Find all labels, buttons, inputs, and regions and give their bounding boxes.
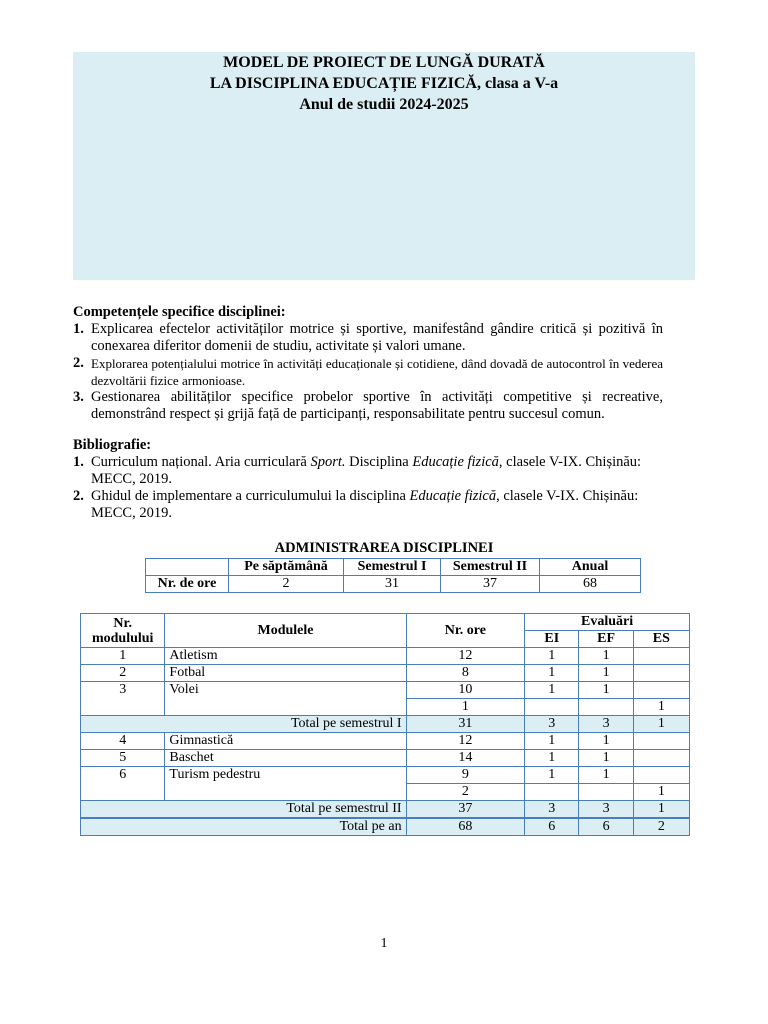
cell-ei: 1 — [525, 750, 579, 767]
cell-ef: 1 — [579, 648, 633, 665]
competenta-text: Explicarea efectelor activităților motrice și sportive, manifestând gândire critică și pozitivă în conexarea diferitor domenii de studiu, activitate și valori umane. — [91, 321, 663, 354]
table-row — [81, 750, 690, 767]
competente-section — [73, 304, 663, 423]
bibliografie-item — [73, 454, 663, 488]
total-ef: 3 — [579, 801, 633, 819]
col-header-modulele: Modulele — [165, 614, 406, 648]
bib-text: Ghidul de implementare a curriculumului la disciplina — [91, 488, 410, 504]
admin-header: Semestrul II — [441, 559, 540, 576]
cell-ore: 14 — [406, 750, 525, 767]
col-header-ei: EI — [525, 631, 579, 648]
cell-ef: 1 — [579, 665, 633, 682]
table-row — [81, 648, 690, 665]
admin-cell: 2 — [229, 576, 344, 593]
col-header-es: ES — [633, 631, 689, 648]
cell-es — [633, 750, 689, 767]
doc-title-line3: Anul de studii 2024-2025 — [299, 96, 469, 113]
col-header-ef: EF — [579, 631, 633, 648]
cell-es — [633, 682, 689, 699]
total-es: 2 — [633, 818, 689, 836]
cell-module: Atletism — [165, 648, 406, 665]
table-row — [81, 682, 690, 699]
cell-ore: 2 — [406, 784, 525, 801]
cell-es: 1 — [633, 784, 689, 801]
cell-ore: 12 — [406, 648, 525, 665]
admin-header: Anual — [540, 559, 641, 576]
cell-ef — [579, 784, 633, 801]
cell-ef: 1 — [579, 733, 633, 750]
total-ore: 31 — [406, 716, 525, 733]
list-number: 1. — [73, 321, 84, 337]
doc-title-line2: LA DISCIPLINA EDUCAȚIE FIZICĂ, clasa a V-a — [209, 75, 559, 92]
cell-es — [633, 648, 689, 665]
table-row — [81, 767, 690, 784]
admin-table — [145, 558, 641, 593]
cell-es: 1 — [633, 699, 689, 716]
table-row — [81, 665, 690, 682]
admin-cell: 68 — [540, 576, 641, 593]
total-row-sem1 — [81, 716, 690, 733]
total-es: 1 — [633, 801, 689, 819]
doc-title-line1: MODEL DE PROIECT DE LUNGĂ DURATĂ — [223, 54, 545, 71]
cell-ore: 9 — [406, 767, 525, 784]
total-label: Total pe an — [81, 818, 407, 836]
page-number: 1 — [380, 936, 388, 951]
title-box — [73, 52, 695, 280]
modules-table — [80, 613, 690, 836]
cell-module: Turism pedestru — [165, 767, 406, 801]
bibliografie-section — [73, 437, 663, 522]
bib-text: Disciplina — [345, 454, 413, 470]
cell-ei: 1 — [525, 682, 579, 699]
cell-es — [633, 665, 689, 682]
total-ef: 6 — [579, 818, 633, 836]
cell-nr: 2 — [81, 665, 165, 682]
bib-italic: Educație fizică — [409, 488, 497, 504]
cell-ei: 1 — [525, 665, 579, 682]
cell-module: Volei — [165, 682, 406, 716]
admin-title: ADMINISTRAREA DISCIPLINEI — [274, 540, 494, 556]
total-ef: 3 — [579, 716, 633, 733]
bib-italic: Sport. — [310, 454, 346, 470]
bibliografie-title: Bibliografie: — [73, 437, 152, 453]
cell-ef: 1 — [579, 682, 633, 699]
cell-nr: 6 — [81, 767, 165, 801]
list-number: 2. — [73, 355, 84, 371]
cell-nr: 5 — [81, 750, 165, 767]
cell-es — [633, 767, 689, 784]
admin-header: Pe săptămână — [229, 559, 344, 576]
competenta-text: Gestionarea abilităților specifice probelor sportive în activități competitive și recreative, demonstrând respect și grijă față de participanți, responsabilitate pentru succesul comun. — [91, 389, 663, 422]
cell-ore: 1 — [406, 699, 525, 716]
competenta-item — [73, 321, 663, 355]
bibliografie-item — [73, 488, 663, 522]
total-row-an — [81, 818, 690, 836]
bib-italic: Educație fizică — [412, 454, 499, 470]
cell-nr: 3 — [81, 682, 165, 716]
total-ore: 37 — [406, 801, 525, 819]
admin-header: Semestrul I — [344, 559, 441, 576]
cell-module: Baschet — [165, 750, 406, 767]
list-number: 2. — [73, 488, 84, 504]
cell-ei: 1 — [525, 648, 579, 665]
cell-ei — [525, 784, 579, 801]
total-ore: 68 — [406, 818, 525, 836]
total-label: Total pe semestrul II — [81, 801, 407, 819]
competenta-item — [73, 355, 663, 389]
cell-ore: 12 — [406, 733, 525, 750]
cell-ei — [525, 699, 579, 716]
col-header-evaluari: Evaluări — [525, 614, 690, 631]
admin-row-label: Nr. de ore — [146, 576, 229, 593]
cell-ef — [579, 699, 633, 716]
admin-corner — [146, 559, 229, 576]
competenta-item — [73, 389, 663, 423]
bib-text: Curriculum național. Aria curriculară — [91, 454, 311, 470]
total-ei: 6 — [525, 818, 579, 836]
admin-cell: 31 — [344, 576, 441, 593]
col-header-ore: Nr. ore — [406, 614, 525, 648]
cell-ore: 10 — [406, 682, 525, 699]
cell-nr: 1 — [81, 648, 165, 665]
cell-ore: 8 — [406, 665, 525, 682]
competenta-text: Explorarea potențialului motrice în activități educaționale și cotidiene, dând dovadă de autocontrol în vederea dezvoltării fizice armonioase. — [91, 356, 663, 388]
cell-ef: 1 — [579, 767, 633, 784]
competente-title: Competențele specifice disciplinei: — [73, 304, 286, 320]
cell-es — [633, 733, 689, 750]
bib-text: , clasele V-IX. Chișinău: MECC, 2019. — [91, 488, 639, 521]
list-number: 1. — [73, 454, 84, 470]
bib-text: , clasele V-IX. Chișinău: MECC, 2019. — [91, 454, 642, 487]
total-row-sem2 — [81, 801, 690, 819]
cell-ef: 1 — [579, 750, 633, 767]
list-number: 3. — [73, 389, 84, 405]
total-ei: 3 — [525, 716, 579, 733]
total-es: 1 — [633, 716, 689, 733]
cell-ei: 1 — [525, 733, 579, 750]
cell-nr: 4 — [81, 733, 165, 750]
cell-ei: 1 — [525, 767, 579, 784]
col-header-nr: Nr. modulului — [81, 614, 165, 648]
cell-module: Gimnastică — [165, 733, 406, 750]
admin-cell: 37 — [441, 576, 540, 593]
table-row — [81, 733, 690, 750]
cell-module: Fotbal — [165, 665, 406, 682]
total-label: Total pe semestrul I — [81, 716, 407, 733]
total-ei: 3 — [525, 801, 579, 819]
